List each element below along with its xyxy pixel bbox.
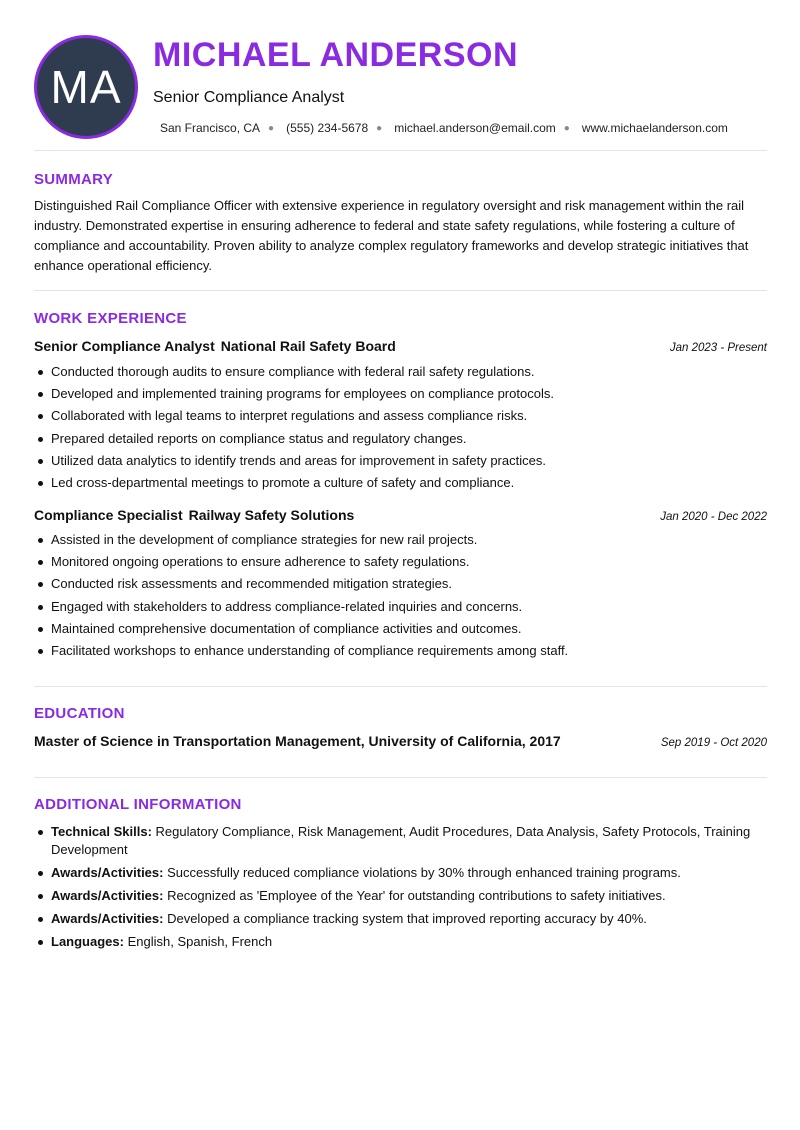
- list-item: Led cross-departmental meetings to promote a culture of safety and compliance.: [34, 474, 767, 496]
- job-bullets: [34, 531, 767, 664]
- list-item: Facilitated workshops to enhance understanding of compliance requirements among staff.: [34, 642, 767, 664]
- item-label: Awards/Activities:: [51, 888, 164, 903]
- item-label: Awards/Activities:: [51, 865, 164, 880]
- contact-email[interactable]: michael.anderson@email.com: [394, 121, 556, 135]
- separator-dot-icon: ●: [376, 122, 383, 134]
- job-dates: Jan 2020 - Dec 2022: [660, 511, 767, 523]
- summary-heading: SUMMARY: [34, 171, 114, 188]
- list-item: [34, 823, 767, 859]
- contact-location: San Francisco, CA: [160, 121, 261, 135]
- job-company: National Rail Safety Board: [220, 338, 396, 354]
- list-item: Assisted in the development of compliance strategies for new rail projects.: [34, 531, 767, 553]
- avatar: [34, 35, 138, 139]
- job-header: [34, 338, 767, 354]
- list-item: Monitored ongoing operations to ensure adherence to safety regulations.: [34, 553, 767, 575]
- job-dates: Jan 2023 - Present: [669, 342, 767, 354]
- list-item: Utilized data analytics to identify trends and areas for improvement in safety practices.: [34, 452, 767, 474]
- summary-text: Distinguished Rail Compliance Officer with extensive experience in regulatory oversight and risk management within the rail industry. Demonstrated expertise in ensuring adherence to federal and state safety regulations, while fostering a culture of compliance and accountability. Proven ability to analyze complex regulatory frameworks and develop strategic initiatives that enhance operational efficiency.: [34, 198, 749, 273]
- list-item: [34, 910, 767, 928]
- job-role-line: [34, 338, 396, 354]
- contact-phone: (555) 234-5678: [286, 121, 369, 135]
- divider: [34, 150, 767, 151]
- separator-dot-icon: ●: [268, 122, 275, 134]
- job-role-line: [34, 507, 354, 523]
- job-company: Railway Safety Solutions: [188, 507, 355, 523]
- education-degree: Master of Science in Transportation Management, University of California, 2017: [34, 733, 561, 749]
- list-item: Engaged with stakeholders to address compliance-related inquiries and concerns.: [34, 598, 767, 620]
- job-header: [34, 507, 767, 523]
- education-dates: Sep 2019 - Oct 2020: [660, 737, 767, 749]
- list-item: Prepared detailed reports on compliance status and regulatory changes.: [34, 430, 767, 452]
- list-item: [34, 887, 767, 905]
- experience-heading: WORK EXPERIENCE: [34, 310, 187, 327]
- contact-website[interactable]: www.michaelanderson.com: [581, 121, 728, 135]
- item-text: Recognized as 'Employee of the Year' for outstanding contributions to safety initiatives.: [163, 888, 666, 903]
- additional-heading: ADDITIONAL INFORMATION: [34, 796, 242, 813]
- separator-dot-icon: ●: [563, 122, 570, 134]
- candidate-title: Senior Compliance Analyst: [153, 89, 345, 106]
- avatar-initials: MA: [50, 61, 122, 113]
- education-entry: [34, 733, 767, 749]
- list-item: Maintained comprehensive documentation of compliance activities and outcomes.: [34, 620, 767, 642]
- item-text: Developed a compliance tracking system that improved reporting accuracy by 40%.: [163, 911, 647, 926]
- list-item: Developed and implemented training programs for employees on compliance protocols.: [34, 385, 767, 407]
- divider: [34, 290, 767, 291]
- divider: [34, 686, 767, 687]
- item-label: Technical Skills:: [51, 824, 152, 839]
- contact-line: [160, 121, 728, 135]
- candidate-name: MICHAEL ANDERSON: [153, 36, 519, 74]
- item-text: Successfully reduced compliance violations by 30% through enhanced training programs.: [163, 865, 681, 880]
- job-bullets: [34, 363, 767, 496]
- list-item: [34, 864, 767, 882]
- education-heading: EDUCATION: [34, 705, 125, 722]
- item-label: Awards/Activities:: [51, 911, 164, 926]
- item-text: Regulatory Compliance, Risk Management, Audit Procedures, Data Analysis, Safety Protocols, Training Development: [51, 824, 751, 857]
- list-item: Collaborated with legal teams to interpret regulations and assess compliance risks.: [34, 407, 767, 429]
- list-item: Conducted risk assessments and recommended mitigation strategies.: [34, 575, 767, 597]
- divider: [34, 777, 767, 778]
- job-role: Senior Compliance Analyst: [34, 338, 215, 354]
- item-label: Languages:: [51, 934, 124, 949]
- list-item: Conducted thorough audits to ensure compliance with federal rail safety regulations.: [34, 363, 767, 385]
- item-text: English, Spanish, French: [123, 934, 273, 949]
- additional-list: [34, 823, 767, 956]
- job-role: Compliance Specialist: [34, 507, 183, 523]
- list-item: [34, 933, 767, 951]
